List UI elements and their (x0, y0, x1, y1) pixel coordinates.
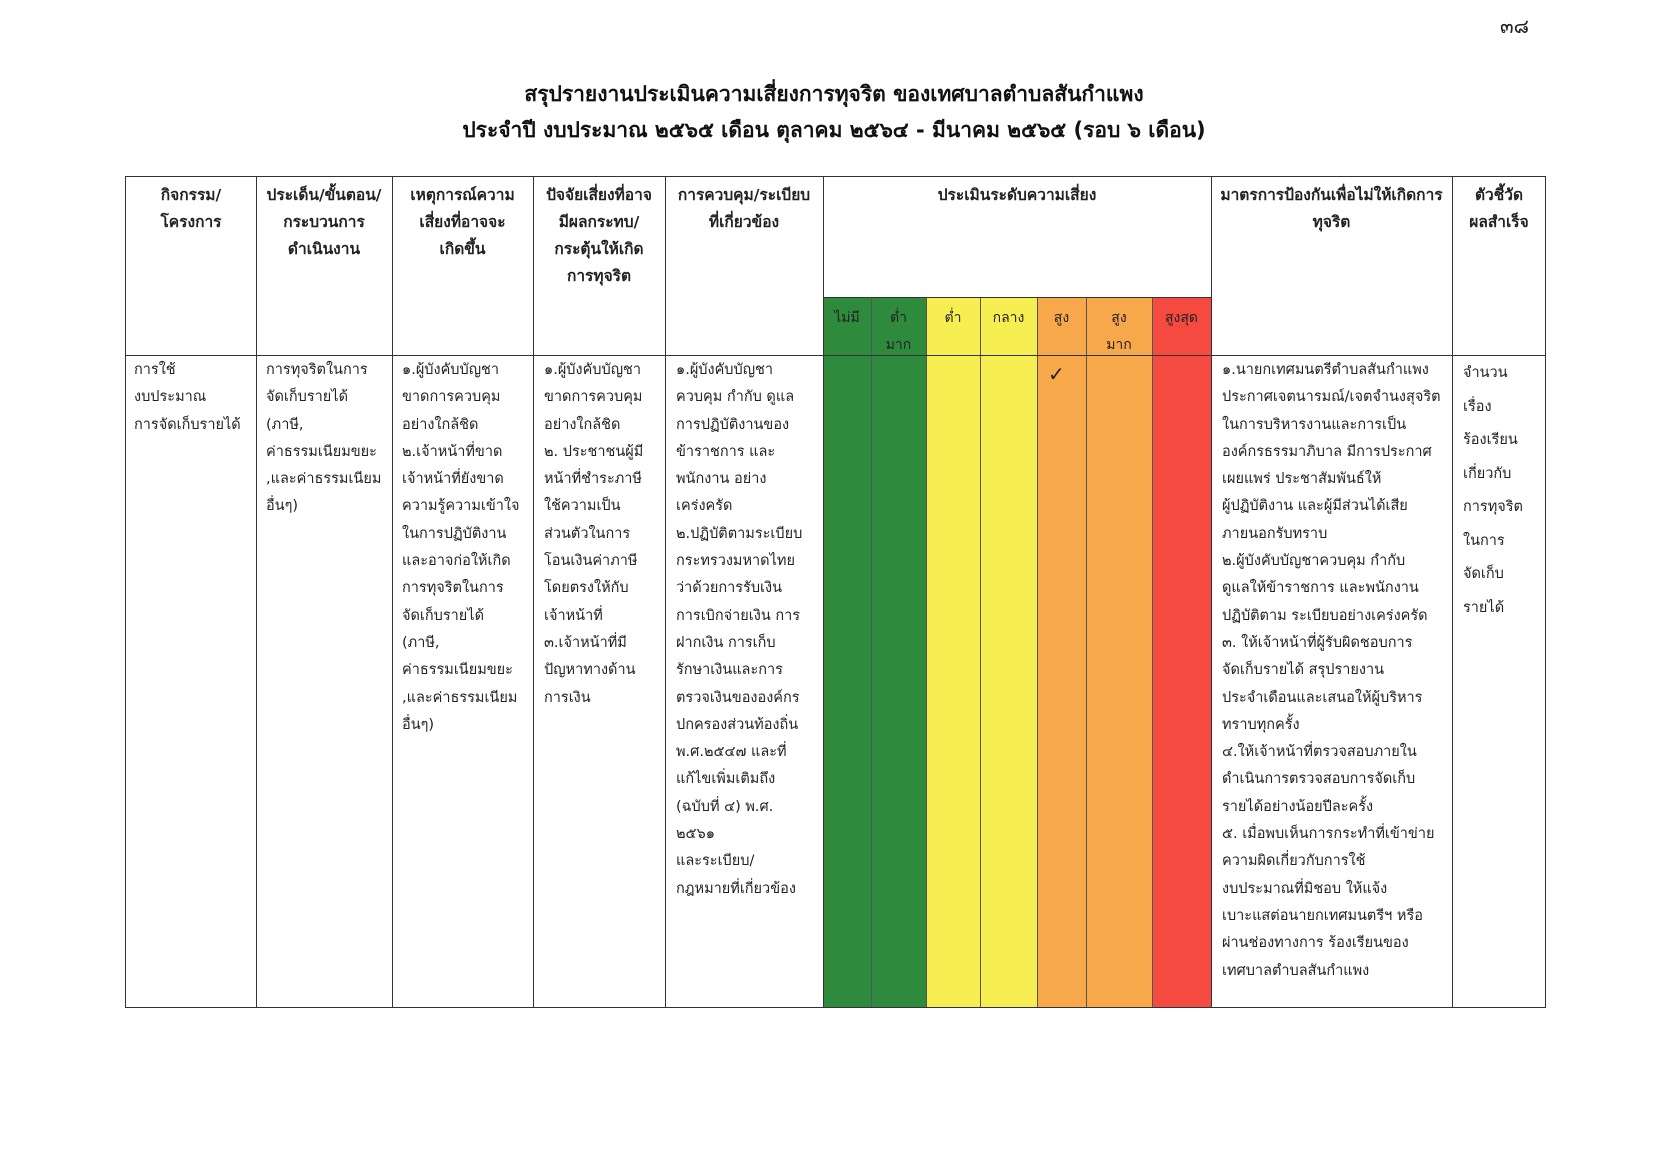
header-process: ประเด็น/ขั้นตอน/ กระบวนการ ดำเนินงาน (266, 186, 382, 258)
cell-activity: การใช้ งบประมาณ การจัดเก็บรายได้ (134, 362, 241, 433)
page-number: ๓๘ (1500, 14, 1530, 38)
report-title: สรุปรายงานประเมินความเสี่ยงการทุจริต ของเทศบาลตำบลสันกำแพง (524, 82, 1144, 106)
cell-risk-event: ๑.ผู้บังคับบัญชา ขาดการควบคุม อย่างใกล้ชิด ๒.เจ้าหน้าที่ขาด เจ้าหน้าที่ยังขาด ความรู้ความเข้าใจ ในการปฏิบัติงาน และอาจก่อให้เกิด การทุจริตในการ จัดเก็บรายได้ (ภาษี, ค่าธรรมเนียมขยะ ,และค่าธรรมเนียม อื่นๆ) (402, 362, 520, 733)
header-risk-factor: ปัจจัยเสี่ยงที่อาจ มีผลกระทบ/ กระตุ้นให้เกิด การทุจริต (546, 186, 652, 285)
risk-level-label: ต่ำ (944, 310, 962, 326)
risk-level-label: สูง มาก (1106, 310, 1132, 353)
header-risk-event: เหตุการณ์ความ เสี่ยงที่อาจจะ เกิดขึ้น (410, 186, 515, 258)
risk-level-label: สูง (1053, 310, 1070, 326)
risk-level-label: ไม่มี (834, 310, 860, 326)
risk-level-label: กลาง (992, 310, 1025, 326)
cell-risk-factor: ๑.ผู้บังคับบัญชา ขาดการควบคุม อย่างใกล้ชิด ๒. ประชาชนผู้มี หน้าที่ชำระภาษี ใช้ความเป็น ส่วนตัวในการ โอนเงินค่าภาษี โดยตรงให้กับ เจ้าหน้าที่ ๓.เจ้าหน้าที่มี ปัญหาทางด้าน การเงิน (544, 362, 644, 706)
cell-control: ๑.ผู้บังคับบัญชา ควบคุม กำกับ ดูแล การปฏิบัติงานของ ข้าราชการ และ พนักงาน อย่าง เคร่งครัด ๒.ปฏิบัติตามระเบียบ กระทรวงมหาดไทย ว่าด้วยการรับเงิน การเบิกจ่ายเงิน การ ฝากเงิน การเก็บ รักษาเงินและการ ตรวจเงินขององค์กร ปกครองส่วนท้องถิ่น พ.ศ.๒๕๔๗ และที่ แก้ไขเพิ่มเติมถึง (ฉบับที่ ๔) พ.ศ. ๒๕๖๑ และระเบียบ/ กฎหมายที่เกี่ยวข้อง (676, 362, 803, 897)
header-activity: กิจกรรม/ โครงการ (160, 186, 222, 231)
report-subtitle: ประจำปี งบประมาณ ๒๕๖๕ เดือน ตุลาคม ๒๕๖๔ - มีนาคม ๒๕๖๕ (รอบ ๖ เดือน) (462, 118, 1206, 142)
header-control: การควบคุม/ระเบียบ ที่เกี่ยวข้อง (677, 186, 811, 231)
header-risk-assessment: ประเมินระดับความเสี่ยง (937, 186, 1097, 204)
cell-preventive-measures: ๑.นายกเทศมนตรีตำบลสันกำแพง ประกาศเจตนารมณ์/เจตจำนงสุจริต ในการบริหารงานและการเป็น องค์กรธรรมาภิบาล มีการประกาศ เผยแพร่ ประชาสัมพันธ์ให้ ผู้ปฏิบัติงาน และผู้มีส่วนได้เสีย ภายนอกรับทราบ ๒.ผู้บังคับบัญชาควบคุม กำกับ ดูแลให้ข้าราชการ และพนักงาน ปฏิบัติตาม ระเบียบอย่างเคร่งครัด ๓. ให้เจ้าหน้าที่ผู้รับผิดชอบการ จัดเก็บรายได้ สรุปรายงาน ประจำเดือนและเสนอให้ผู้บริหาร ทราบทุกครั้ง ๔.ให้เจ้าหน้าที่ตรวจสอบภายใน ดำเนินการตรวจสอบการจัดเก็บ รายได้อย่างน้อยปีละครั้ง ๕. เมื่อพบเห็นการกระทำที่เข้าข่าย ความผิดเกี่ยวกับการใช้ งบประมาณที่มิชอบ ให้แจ้ง เบาะแสต่อนายกเทศมนตรีฯ หรือ ผ่านช่องทางการ ร้องเรียนของ เทศบาลตำบลสันกำแพง (1222, 362, 1441, 979)
risk-level-label: ต่ำ มาก (885, 310, 912, 353)
cell-process: การทุจริตในการ จัดเก็บรายได้ (ภาษี, ค่าธรรมเนียมขยะ ,และค่าธรรมเนียม อื่นๆ) (266, 362, 382, 515)
header-indicator: ตัวชี้วัด ผลสำเร็จ (1469, 186, 1529, 231)
check-mark-icon: ✓ (1048, 362, 1065, 386)
risk-level-label: สูงสุด (1164, 310, 1199, 326)
cell-indicator: จำนวน เรื่อง ร้องเรียน เกี่ยวกับ การทุจริต ในการ จัดเก็บ รายได้ (1463, 365, 1523, 616)
header-preventive-measures: มาตรการป้องกันเพื่อไม่ให้เกิดการ ทุจริต (1220, 186, 1443, 231)
